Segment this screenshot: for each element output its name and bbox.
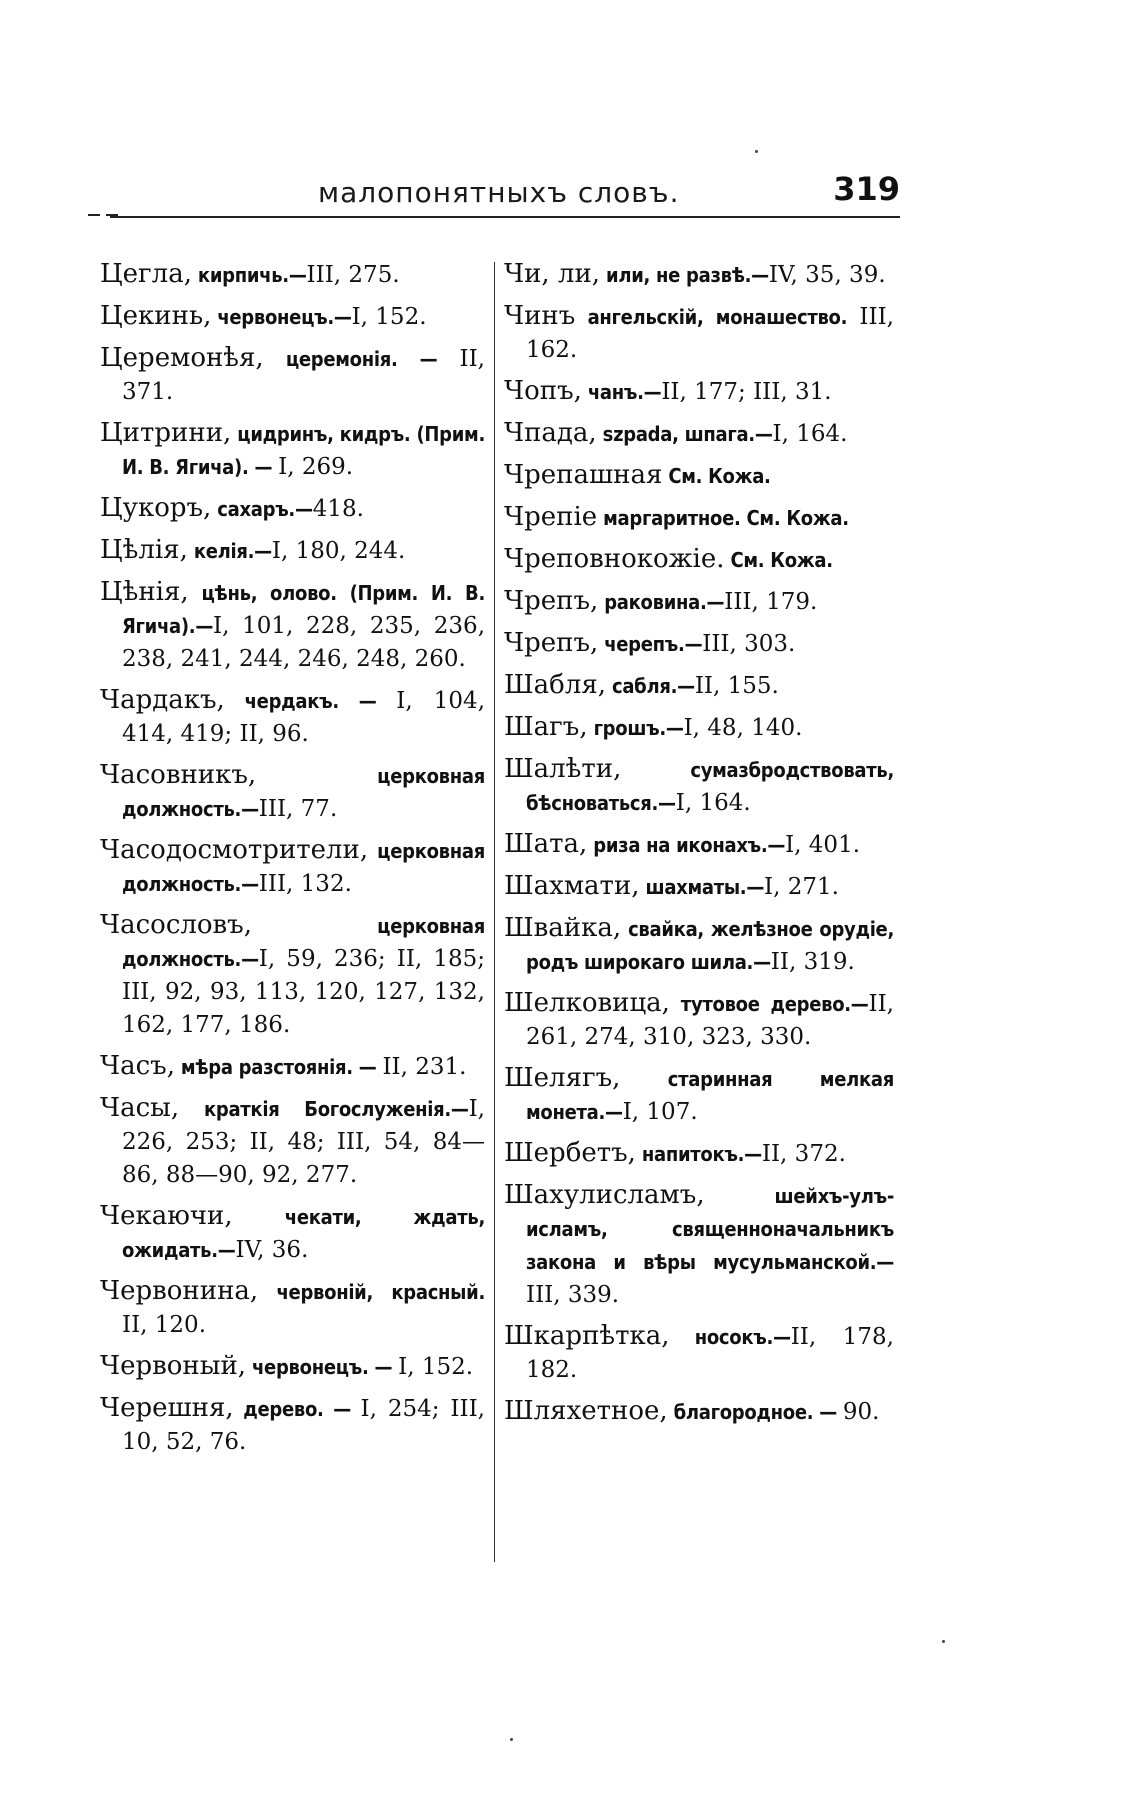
entry-reference: I, 254; III, 10, 52, 76. [122, 1396, 485, 1455]
index-entry [100, 576, 485, 676]
entry-reference: IV, 35, 39. [768, 262, 886, 288]
rule-dash [88, 214, 100, 216]
entry-headword: Шагъ, [504, 712, 588, 742]
index-entry [100, 1050, 485, 1084]
entry-headword: Шелягъ, [504, 1063, 621, 1093]
entry-reference: II, 177; III, 31. [661, 379, 832, 405]
index-entry [504, 375, 894, 409]
entry-headword: Шахмати, [504, 871, 640, 901]
index-entry [504, 1137, 894, 1171]
index-entry [504, 1062, 894, 1129]
entry-definition: сабля.— [606, 674, 695, 698]
index-entry [504, 300, 894, 367]
index-entry [100, 534, 485, 568]
entry-definition: чердакъ. — [224, 689, 397, 713]
entry-headword: Шербетъ, [504, 1138, 636, 1168]
entry-headword: Чреповнокожіе. [504, 544, 725, 574]
entry-definition: мѣра разстоянія. — [174, 1055, 383, 1079]
entry-definition: раковина.— [598, 590, 725, 614]
entry-headword: Часъ, [100, 1051, 175, 1081]
index-entry [100, 1200, 485, 1267]
entry-headword: Цитрини, [100, 418, 232, 448]
entry-reference: II, 261, 274, 310, 323, 330. [526, 991, 894, 1050]
entry-definition: червонецъ.— [211, 305, 352, 329]
entry-reference: II, 371. [122, 346, 485, 405]
index-entry [504, 753, 894, 820]
index-entry [100, 342, 485, 409]
entry-definition: церковная должность.— [122, 914, 485, 971]
index-entry [504, 501, 894, 535]
index-entry [100, 300, 485, 334]
header-rule [110, 216, 900, 218]
print-speck [942, 1640, 945, 1643]
entry-reference: II, 178, 182. [526, 1324, 894, 1383]
entry-definition: червоній, красный. [258, 1280, 485, 1304]
entry-headword: Швайка, [504, 913, 622, 943]
entry-definition: маргаритное. См. Кожа. [597, 506, 849, 530]
entry-reference: I, 152. [351, 304, 427, 330]
page-header [110, 170, 900, 222]
entry-headword: Чи, ли, [504, 259, 601, 289]
left-column [100, 258, 485, 1467]
entry-reference: III, 132. [258, 871, 352, 897]
entry-definition: ангельскій, монашество. [575, 305, 860, 329]
index-entry [504, 987, 894, 1054]
index-entry [100, 834, 485, 901]
entry-reference: III, 339. [526, 1282, 620, 1308]
entry-headword: Чопъ, [504, 376, 582, 406]
entry-definition: церемонія. — [263, 347, 460, 371]
entry-reference: I, 226, 253; II, 48; III, 54, 84—86, 88—90, 92, 277. [122, 1096, 485, 1188]
entry-reference: I, 48, 140. [683, 715, 803, 741]
index-entry [100, 909, 485, 1042]
print-speck [510, 1738, 513, 1741]
index-entry [504, 1179, 894, 1312]
entry-definition: См. Кожа. [724, 548, 833, 572]
entry-headword: Чрепашная [504, 460, 663, 490]
entry-reference: I, 164. [772, 421, 848, 447]
entry-headword: Червонина, [100, 1276, 259, 1306]
index-entry [504, 1395, 894, 1429]
entry-definition: сахаръ.— [211, 497, 313, 521]
entry-reference: 90. [842, 1399, 880, 1425]
entry-headword: Цукоръ, [100, 493, 212, 523]
entry-headword: Часословъ, [100, 910, 252, 940]
running-title: малопонятныхъ словъ. [318, 176, 680, 209]
column-divider [494, 262, 495, 1562]
entry-reference: III, 275. [306, 262, 400, 288]
entry-reference: II, 155. [694, 673, 779, 699]
index-entry [504, 828, 894, 862]
entry-reference: I, 104, 414, 419; II, 96. [122, 688, 486, 747]
index-entry [504, 585, 894, 619]
index-entry [100, 258, 485, 292]
entry-headword: Цегла, [100, 259, 192, 289]
entry-headword: Черешня, [100, 1393, 234, 1423]
entry-reference: I, 152. [398, 1354, 474, 1380]
entry-headword: Чпада, [504, 418, 597, 448]
entry-reference: III, 77. [258, 796, 338, 822]
entry-reference: III, 162. [526, 304, 894, 363]
print-speck [755, 150, 758, 153]
entry-reference: I, 101, 228, 235, 236, 238, 241, 244, 246, 248, 260. [122, 613, 485, 672]
entry-definition: келія.— [187, 539, 272, 563]
entry-definition: напитокъ.— [635, 1142, 762, 1166]
entry-definition: шахматы.— [639, 875, 765, 899]
entry-headword: Цекинь, [100, 301, 212, 331]
entry-definition: цѣнь, олово. (Прим. И. В. Ягича).— [122, 581, 485, 638]
index-entry [504, 1320, 894, 1387]
entry-definition: краткія Богослуженія.— [179, 1097, 469, 1121]
index-entry [100, 1392, 485, 1459]
index-entry [504, 627, 894, 661]
index-entry [504, 459, 894, 493]
entry-definition: дерево. — [233, 1397, 361, 1421]
entry-reference: III, 303. [702, 631, 796, 657]
index-entry [504, 417, 894, 451]
entry-reference: 418. [312, 496, 364, 522]
entry-definition: сумазбродствовать, бѣсноваться.— [526, 758, 894, 815]
entry-headword: Часы, [100, 1093, 180, 1123]
entry-definition: кирпичь.— [191, 263, 307, 287]
index-entry [100, 492, 485, 526]
entry-headword: Чинъ [504, 301, 576, 331]
entry-reference: II, 319. [770, 949, 855, 975]
entry-headword: Часовникъ, [100, 760, 257, 790]
entry-reference: I, 59, 236; II, 185; III, 92, 93, 113, 120, 127, 132, 162, 177, 186. [122, 946, 485, 1038]
entry-headword: Шабля, [504, 670, 607, 700]
entry-definition: szpada, шпага.— [596, 422, 773, 446]
entry-headword: Церемонѣя, [100, 343, 264, 373]
entry-definition: свайка, желѣзное орудіе, родъ широкаго шила.— [526, 917, 894, 974]
entry-headword: Шахулисламъ, [504, 1180, 705, 1210]
entry-definition: цидринъ, кидръ. (Прим. И. В. Ягича). — [122, 422, 485, 479]
entry-headword: Шелковица, [504, 988, 670, 1018]
entry-reference: II, 372. [761, 1141, 846, 1167]
entry-headword: Чардакъ, [100, 685, 225, 715]
entry-definition: черепъ.— [598, 632, 703, 656]
entry-headword: Цѣлія, [100, 535, 188, 565]
entry-definition: благородное. — [667, 1400, 843, 1424]
right-column [504, 258, 894, 1437]
entry-definition: шейхъ-улъ-исламъ, священноначальникъ закона и вѣры мусульманской.— [526, 1184, 894, 1274]
index-entry [100, 417, 485, 484]
entry-definition: старинная мелкая монета.— [526, 1067, 894, 1124]
entry-headword: Шляхетное, [504, 1396, 668, 1426]
entry-headword: Чекаючи, [100, 1201, 233, 1231]
index-entry [100, 684, 485, 751]
entry-reference: III, 179. [724, 589, 818, 615]
index-entry [100, 759, 485, 826]
entry-reference: IV, 36. [235, 1237, 309, 1263]
entry-reference: I, 164. [675, 790, 751, 816]
index-entry [504, 912, 894, 979]
entry-reference: I, 269. [278, 454, 354, 480]
index-entry [504, 543, 894, 577]
entry-reference: II, 231. [382, 1054, 467, 1080]
page-number: 319 [833, 170, 900, 208]
entry-reference: II, 120. [122, 1312, 207, 1338]
entry-definition: носокъ.— [669, 1325, 791, 1349]
entry-headword: Шалѣти, [504, 754, 622, 784]
entry-definition: грошъ.— [587, 716, 684, 740]
index-entry [100, 1350, 485, 1384]
index-entry [100, 1275, 485, 1342]
entry-reference: I, 107. [622, 1099, 698, 1125]
entry-reference: I, 271. [764, 874, 839, 900]
entry-headword: Шкарпѣтка, [504, 1321, 670, 1351]
entry-headword: Чрепіе [504, 502, 598, 532]
entry-definition: церковная должность.— [122, 764, 485, 821]
entry-definition: риза на иконахъ.— [587, 833, 786, 857]
entry-reference: I, 180, 244. [271, 538, 406, 564]
index-entry [504, 669, 894, 703]
entry-definition: червонецъ. — [246, 1355, 399, 1379]
entry-definition: тутовое дерево.— [669, 992, 869, 1016]
entry-definition: или, не развѣ.— [600, 263, 769, 287]
entry-definition: церковная должность.— [122, 839, 485, 896]
entry-reference: I, 401. [785, 832, 861, 858]
entry-headword: Чрепъ, [504, 628, 599, 658]
index-entry [504, 711, 894, 745]
entry-headword: Часодосмотрители, [100, 835, 369, 865]
index-entry [504, 258, 894, 292]
index-entry [100, 1092, 485, 1192]
entry-headword: Червоный, [100, 1351, 247, 1381]
entry-definition: чанъ.— [581, 380, 662, 404]
entry-definition: См. Кожа. [662, 464, 771, 488]
entry-headword: Шата, [504, 829, 588, 859]
entry-headword: Цѣнія, [100, 577, 189, 607]
index-entry [504, 870, 894, 904]
entry-headword: Чрепъ, [504, 586, 599, 616]
entry-definition: чекати, ждать, ожидать.— [122, 1205, 485, 1262]
